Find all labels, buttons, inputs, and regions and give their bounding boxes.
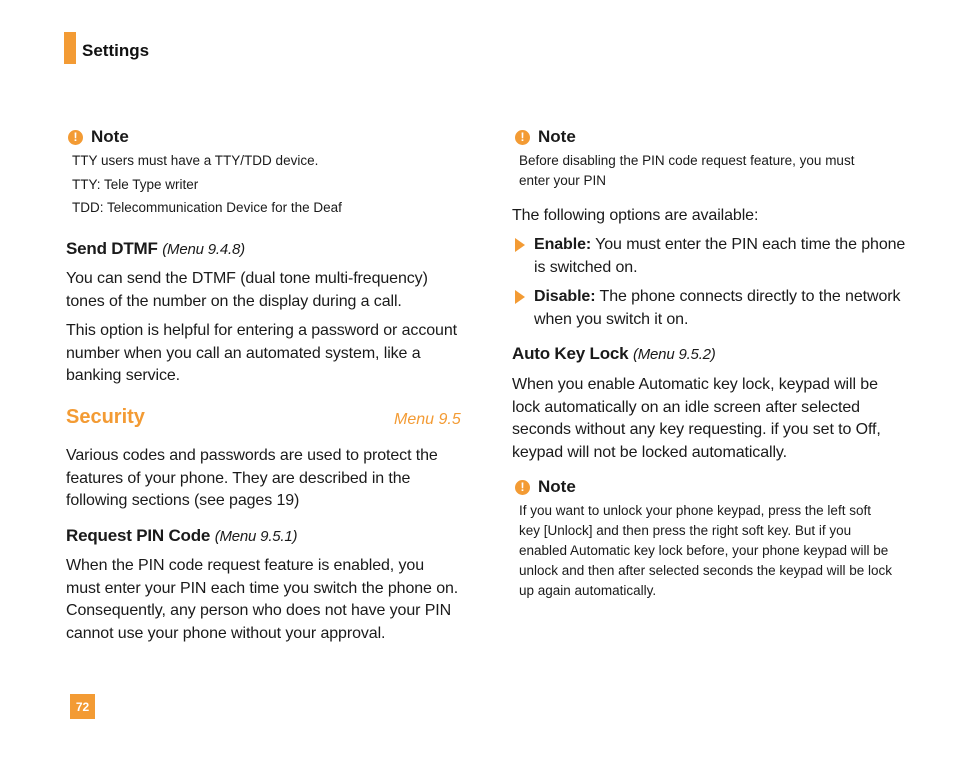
auto-key-lock-title: Auto Key Lock: [512, 344, 629, 363]
bullet-arrow-icon: [515, 238, 525, 252]
note-label: Note: [538, 127, 576, 146]
option-text: You must enter the PIN each time the phone is switched on.: [534, 236, 906, 276]
options-intro: The following options are available:: [512, 207, 759, 224]
auto-key-lock-heading: [512, 344, 716, 364]
note-line: TTY users must have a TTY/TDD device.: [72, 153, 319, 168]
options-list: [515, 234, 915, 331]
paragraph: Various codes and passwords are used to protect the features of your phone. They are described in the following sections (see pages 19): [66, 447, 438, 509]
header-accent-bar: [64, 32, 76, 64]
page-header-title: Settings: [82, 41, 150, 60]
note-heading: [515, 477, 895, 497]
request-pin-heading: [66, 526, 297, 546]
bullet-arrow-icon: [515, 290, 525, 304]
request-pin-menu: (Menu 9.5.1): [214, 528, 298, 545]
send-dtmf-body: [66, 268, 458, 388]
security-section-title: Security: [66, 406, 145, 428]
option-label: Enable:: [534, 236, 592, 253]
security-section-menu: Menu 9.5: [394, 411, 461, 428]
note-line: TDD: Telecommunication Device for the Deaf: [72, 200, 342, 215]
note-body: [72, 149, 458, 220]
paragraph: This option is helpful for entering a password or account number when you call an automated system, like a banking service.: [66, 322, 457, 384]
page-number: 72: [70, 694, 95, 719]
keypad-note: [515, 477, 895, 601]
note-label: Note: [538, 477, 576, 496]
tty-note: [68, 127, 458, 220]
note-body: [519, 151, 879, 191]
list-item: [515, 286, 915, 331]
list-item: [515, 234, 915, 279]
note-heading: [515, 127, 895, 147]
send-dtmf-menu: (Menu 9.4.8): [162, 241, 245, 258]
send-dtmf-heading: [66, 239, 245, 259]
pin-note: [515, 127, 895, 191]
security-body: [66, 445, 458, 513]
note-text: Before disabling the PIN code request feature, you must enter your PIN: [519, 153, 855, 188]
note-text: If you want to unlock your phone keypad, press the left soft key [Unlock] and then press the right soft key. But if you enabled Automatic key lock before, your phone keypad will be unlock and then after selected seconds the keypad will be lock up again automatically.: [519, 503, 892, 598]
option-text: The phone connects directly to the network when you switch it on.: [534, 288, 901, 328]
exclamation-icon: !: [515, 130, 530, 145]
request-pin-title: Request PIN Code: [66, 526, 211, 545]
note-label: Note: [91, 127, 129, 146]
note-line: TTY: Tele Type writer: [72, 176, 199, 192]
auto-key-lock-menu: (Menu 9.5.2): [632, 346, 716, 363]
option-label: Disable:: [534, 288, 596, 305]
paragraph: When you enable Automatic key lock, keypad will be lock automatically on an idle screen after selected seconds without any key requesting. if you set to Off, keypad will not be locked automatically.: [512, 376, 881, 461]
note-heading: [68, 127, 458, 147]
paragraph: You can send the DTMF (dual tone multi-frequency) tones of the number on the display during a call.: [66, 270, 428, 310]
note-body: [519, 501, 895, 601]
request-pin-body: [66, 555, 462, 645]
exclamation-icon: !: [68, 130, 83, 145]
send-dtmf-title: Send DTMF: [66, 239, 158, 258]
auto-key-lock-body: [512, 374, 898, 464]
paragraph: When the PIN code request feature is enabled, you must enter your PIN each time you switch the phone on. Consequently, any person who does not have your PIN cannot use your phone without your approval.: [66, 557, 459, 642]
exclamation-icon: !: [515, 480, 530, 495]
